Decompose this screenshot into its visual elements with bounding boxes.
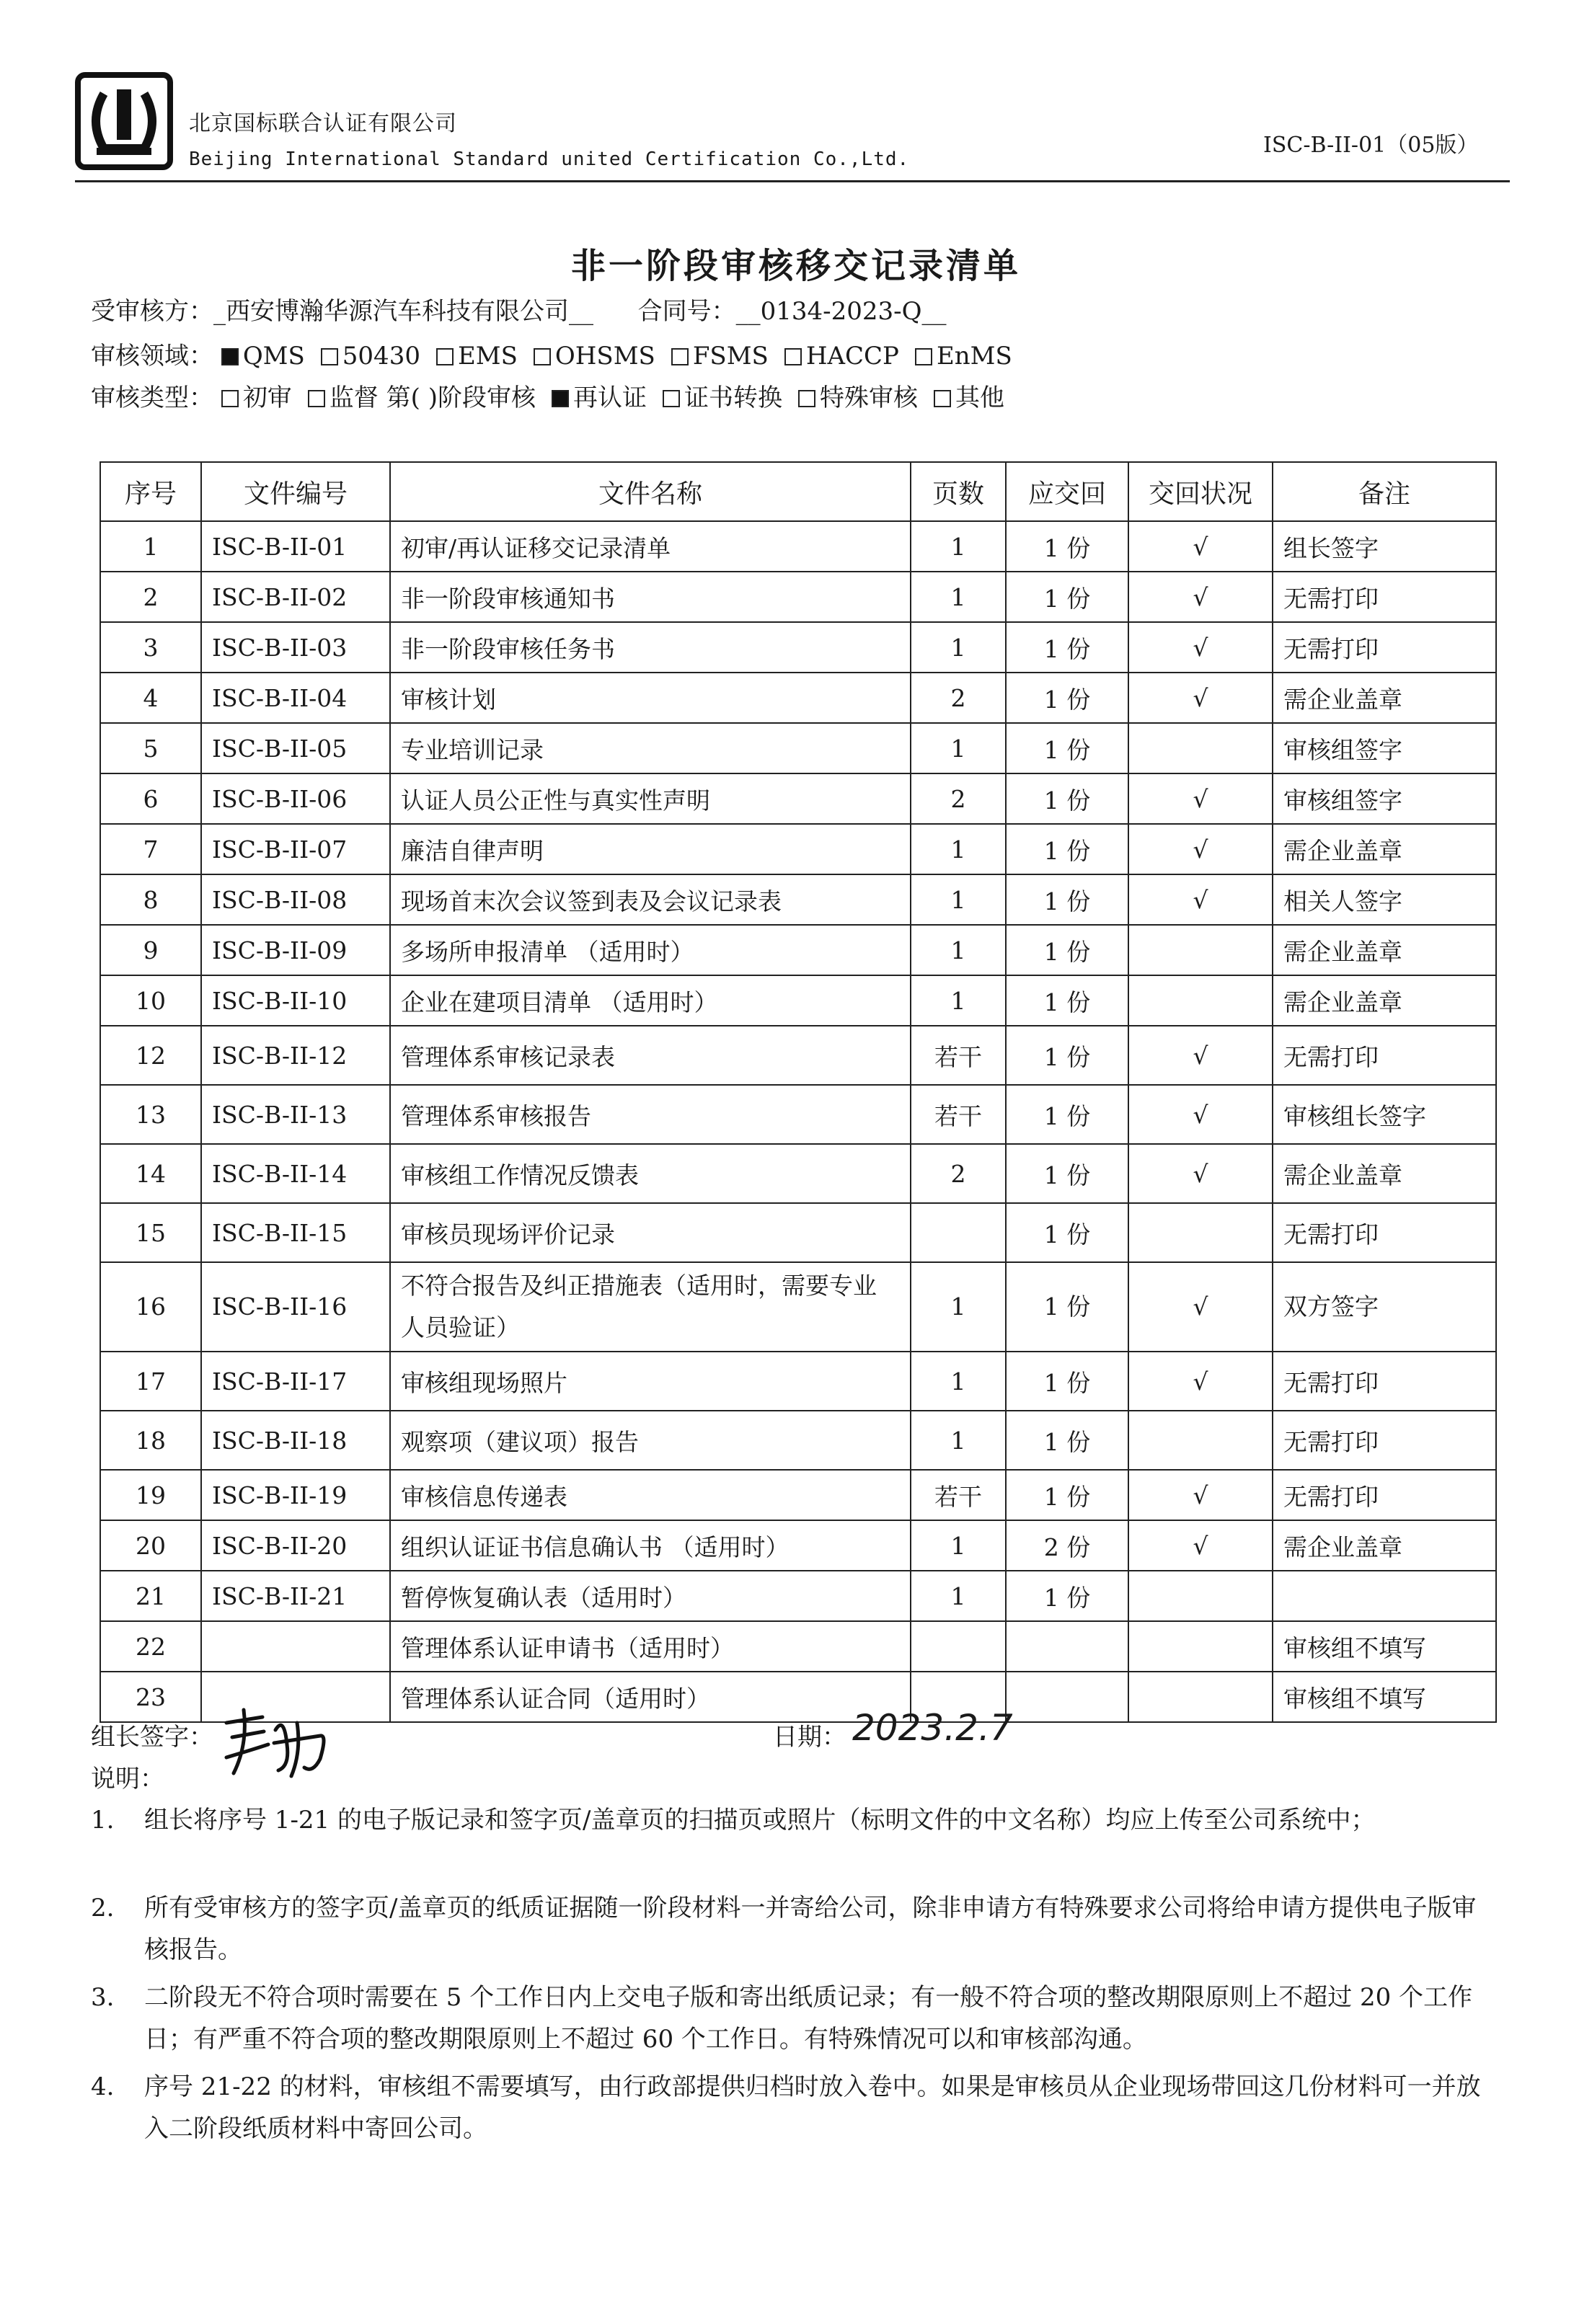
col-header-remark: 备注 xyxy=(1273,462,1496,521)
note-item-4 xyxy=(91,2066,1497,2150)
cell-code: ISC-B-II-02 xyxy=(201,572,390,622)
option-label: 初审 xyxy=(242,383,292,412)
table-header-row xyxy=(100,462,1496,521)
cell-no: 17 xyxy=(100,1352,201,1411)
cell-code: ISC-B-II-21 xyxy=(201,1571,390,1621)
cell-code xyxy=(201,1621,390,1672)
cell-name: 认证人员公正性与真实性声明 xyxy=(390,773,911,824)
cell-qty: 1 份 xyxy=(1006,1144,1128,1203)
cell-remark: 无需打印 xyxy=(1273,1026,1496,1085)
option-label: HACCP xyxy=(805,342,899,371)
col-header-code: 文件编号 xyxy=(201,462,390,521)
cell-name: 非一阶段审核任务书 xyxy=(390,622,911,673)
cell-no: 3 xyxy=(100,622,201,673)
cell-status: √ xyxy=(1128,1144,1273,1203)
cell-qty: 1 份 xyxy=(1006,1026,1128,1085)
cell-no: 12 xyxy=(100,1026,201,1085)
cell-code: ISC-B-II-12 xyxy=(201,1026,390,1085)
cell-remark: 需企业盖章 xyxy=(1273,1144,1496,1203)
cell-no: 7 xyxy=(100,824,201,874)
cell-pages: 1 xyxy=(911,723,1006,773)
cell-remark: 无需打印 xyxy=(1273,1203,1496,1262)
cell-qty: 1 份 xyxy=(1006,925,1128,975)
cell-code: ISC-B-II-09 xyxy=(201,925,390,975)
cell-pages: 1 xyxy=(911,572,1006,622)
company-name-cn: 北京国标联合认证有限公司 xyxy=(189,111,457,136)
cell-name: 专业培训记录 xyxy=(390,723,911,773)
cell-pages: 1 xyxy=(911,925,1006,975)
cell-status: √ xyxy=(1128,1262,1273,1352)
cell-remark: 审核组不填写 xyxy=(1273,1672,1496,1722)
cell-qty: 1 份 xyxy=(1006,975,1128,1026)
contract-label: 合同号： xyxy=(637,297,736,326)
cell-qty: 1 份 xyxy=(1006,622,1128,673)
option-label: QMS xyxy=(242,342,305,371)
auditee-value: _西安博瀚华源汽车科技有限公司__ xyxy=(213,297,593,326)
unchecked-box-icon xyxy=(784,348,802,365)
type-option xyxy=(221,383,292,412)
cell-no: 13 xyxy=(100,1085,201,1144)
cell-remark: 需企业盖章 xyxy=(1273,1520,1496,1571)
cell-name: 审核计划 xyxy=(390,673,911,723)
date-label: 日期： xyxy=(773,1723,846,1752)
domain-option xyxy=(221,342,305,371)
cell-code: ISC-B-II-18 xyxy=(201,1411,390,1470)
cell-no: 4 xyxy=(100,673,201,723)
note-number: 3. xyxy=(91,1983,115,2012)
cell-remark: 需企业盖章 xyxy=(1273,975,1496,1026)
cell-status xyxy=(1128,925,1273,975)
cell-qty: 1 份 xyxy=(1006,1571,1128,1621)
table-row xyxy=(100,1411,1496,1470)
col-header-name: 文件名称 xyxy=(390,462,911,521)
domain-label: 审核领域： xyxy=(91,342,213,371)
cell-pages: 1 xyxy=(911,1411,1006,1470)
cell-code: ISC-B-II-04 xyxy=(201,673,390,723)
cell-qty: 1 份 xyxy=(1006,1411,1128,1470)
cell-no: 9 xyxy=(100,925,201,975)
cell-name: 廉洁自律声明 xyxy=(390,824,911,874)
cell-status: √ xyxy=(1128,874,1273,925)
type-option xyxy=(308,383,536,412)
cell-status: √ xyxy=(1128,773,1273,824)
cell-code: ISC-B-II-16 xyxy=(201,1262,390,1352)
table-row xyxy=(100,874,1496,925)
option-label: 证书转换 xyxy=(684,383,782,412)
leader-signature-label: 组长签字： xyxy=(91,1723,213,1752)
cell-status xyxy=(1128,975,1273,1026)
table-row xyxy=(100,1352,1496,1411)
cell-qty: 1 份 xyxy=(1006,673,1128,723)
cell-code: ISC-B-II-19 xyxy=(201,1470,390,1520)
unchecked-box-icon xyxy=(663,390,680,407)
cell-name: 观察项（建议项）报告 xyxy=(390,1411,911,1470)
cell-status: √ xyxy=(1128,1352,1273,1411)
cell-pages: 1 xyxy=(911,1520,1006,1571)
cell-remark: 需企业盖章 xyxy=(1273,673,1496,723)
note-item-3 xyxy=(91,1977,1497,2060)
cell-no: 21 xyxy=(100,1571,201,1621)
col-header-pages: 页数 xyxy=(911,462,1006,521)
cell-remark: 无需打印 xyxy=(1273,1411,1496,1470)
header-divider xyxy=(75,180,1510,182)
cell-qty: 1 份 xyxy=(1006,1352,1128,1411)
cell-name: 不符合报告及纠正措施表（适用时，需要专业人员验证） xyxy=(390,1262,911,1352)
option-label: EnMS xyxy=(936,342,1012,371)
col-header-no: 序号 xyxy=(100,462,201,521)
table-row xyxy=(100,925,1496,975)
table-row xyxy=(100,773,1496,824)
cell-pages: 1 xyxy=(911,521,1006,572)
cell-pages: 若干 xyxy=(911,1085,1006,1144)
option-label: OHSMS xyxy=(554,342,655,371)
transfer-records-table xyxy=(100,461,1497,1723)
table-row xyxy=(100,521,1496,572)
cell-name: 管理体系审核报告 xyxy=(390,1085,911,1144)
type-option xyxy=(552,383,647,412)
type-label: 审核类型： xyxy=(91,383,213,412)
checked-box-icon xyxy=(552,390,569,407)
domain-option xyxy=(534,342,655,371)
cell-pages: 1 xyxy=(911,1352,1006,1411)
option-label: FSMS xyxy=(692,342,769,371)
cell-status: √ xyxy=(1128,824,1273,874)
unchecked-box-icon xyxy=(671,348,689,365)
cell-remark: 审核组不填写 xyxy=(1273,1621,1496,1672)
cell-remark: 双方签字 xyxy=(1273,1262,1496,1352)
cell-name: 企业在建项目清单 （适用时） xyxy=(390,975,911,1026)
cell-pages: 1 xyxy=(911,975,1006,1026)
cell-pages: 1 xyxy=(911,1571,1006,1621)
note-number: 1. xyxy=(91,1806,115,1835)
cell-status xyxy=(1128,1621,1273,1672)
cell-name: 审核员现场评价记录 xyxy=(390,1203,911,1262)
notes-label: 说明： xyxy=(91,1765,164,1793)
cell-remark: 审核组长签字 xyxy=(1273,1085,1496,1144)
company-name-en: Beijing International Standard united Certification Co.,Ltd. xyxy=(189,148,910,170)
domain-option xyxy=(784,342,899,371)
cell-status: √ xyxy=(1128,1470,1273,1520)
cell-no: 1 xyxy=(100,521,201,572)
cell-name: 审核组现场照片 xyxy=(390,1352,911,1411)
cell-no: 2 xyxy=(100,572,201,622)
table-row xyxy=(100,1144,1496,1203)
cell-name: 非一阶段审核通知书 xyxy=(390,572,911,622)
cell-qty: 2 份 xyxy=(1006,1520,1128,1571)
cell-qty: 1 份 xyxy=(1006,723,1128,773)
type-option xyxy=(798,383,918,412)
note-text: 二阶段无不符合项时需要在 5 个工作日内上交电子版和寄出纸质记录；有一般不符合项的整改期限原则上不超过 20 个工作日；有严重不符合项的整改期限原则上不超过 60 个工作日。有特殊情况可以和审核部沟通。 xyxy=(144,1983,1473,2054)
cell-remark: 审核组签字 xyxy=(1273,723,1496,773)
cell-status xyxy=(1128,1411,1273,1470)
cell-pages: 若干 xyxy=(911,1026,1006,1085)
handwritten-signature-icon xyxy=(212,1701,342,1780)
audit-domain-line xyxy=(91,336,1028,371)
option-label: EMS xyxy=(457,342,518,371)
cell-status: √ xyxy=(1128,622,1273,673)
cell-name: 审核组工作情况反馈表 xyxy=(390,1144,911,1203)
unchecked-box-icon xyxy=(915,348,932,365)
cell-remark: 无需打印 xyxy=(1273,622,1496,673)
cell-remark: 需企业盖章 xyxy=(1273,925,1496,975)
cell-qty: 1 份 xyxy=(1006,824,1128,874)
cell-code: ISC-B-II-15 xyxy=(201,1203,390,1262)
table-row xyxy=(100,1262,1496,1352)
note-number: 2. xyxy=(91,1894,115,1922)
cell-remark: 无需打印 xyxy=(1273,572,1496,622)
document-code: ISC-B-II-01（05版） xyxy=(1263,133,1479,158)
cell-no: 20 xyxy=(100,1520,201,1571)
option-label: 特殊审核 xyxy=(819,383,918,412)
table-row xyxy=(100,824,1496,874)
cell-code: ISC-B-II-01 xyxy=(201,521,390,572)
type-option xyxy=(934,383,1004,412)
cell-no: 5 xyxy=(100,723,201,773)
cell-qty xyxy=(1006,1672,1128,1722)
note-text: 组长将序号 1-21 的电子版记录和签字页/盖章页的扫描页或照片（标明文件的中文名称）均应上传至公司系统中； xyxy=(144,1806,1376,1835)
unchecked-box-icon xyxy=(436,348,454,365)
note-number: 4. xyxy=(91,2072,115,2101)
cell-pages: 1 xyxy=(911,824,1006,874)
cell-pages: 1 xyxy=(911,1262,1006,1352)
cell-pages xyxy=(911,1621,1006,1672)
cell-status xyxy=(1128,723,1273,773)
cell-remark xyxy=(1273,1571,1496,1621)
cell-code: ISC-B-II-08 xyxy=(201,874,390,925)
unchecked-box-icon xyxy=(798,390,815,407)
cell-qty: 1 份 xyxy=(1006,773,1128,824)
cell-remark: 需企业盖章 xyxy=(1273,824,1496,874)
col-header-status: 交回状况 xyxy=(1128,462,1273,521)
cell-code: ISC-B-II-20 xyxy=(201,1520,390,1571)
cell-pages: 若干 xyxy=(911,1470,1006,1520)
note-item-1 xyxy=(91,1799,1497,1841)
domain-option xyxy=(436,342,518,371)
table-row xyxy=(100,1026,1496,1085)
cell-code: ISC-B-II-06 xyxy=(201,773,390,824)
auditee-line xyxy=(91,291,947,327)
cell-status: √ xyxy=(1128,1085,1273,1144)
note-text: 所有受审核方的签字页/盖章页的纸质证据随一阶段材料一并寄给公司，除非申请方有特殊要求公司将给申请方提供电子版审核报告。 xyxy=(144,1894,1477,1964)
cell-status xyxy=(1128,1571,1273,1621)
domain-options xyxy=(221,342,1028,371)
table-row xyxy=(100,723,1496,773)
unchecked-box-icon xyxy=(321,348,338,365)
cell-name: 初审/再认证移交记录清单 xyxy=(390,521,911,572)
company-logo-icon xyxy=(75,72,173,170)
checked-box-icon xyxy=(221,348,239,365)
audit-type-line xyxy=(91,378,1020,413)
option-label: 其他 xyxy=(955,383,1004,412)
table-row xyxy=(100,622,1496,673)
unchecked-box-icon xyxy=(934,390,951,407)
cell-no: 10 xyxy=(100,975,201,1026)
table-row xyxy=(100,673,1496,723)
cell-pages: 2 xyxy=(911,773,1006,824)
unchecked-box-icon xyxy=(308,390,325,407)
domain-option xyxy=(671,342,769,371)
cell-code: ISC-B-II-13 xyxy=(201,1085,390,1144)
cell-name: 管理体系审核记录表 xyxy=(390,1026,911,1085)
cell-qty: 1 份 xyxy=(1006,1203,1128,1262)
cell-status: √ xyxy=(1128,572,1273,622)
date-value: 2023.2.7 xyxy=(852,1707,1013,1749)
cell-status: √ xyxy=(1128,673,1273,723)
note-text: 序号 21-22 的材料，审核组不需要填写，由行政部提供归档时放入卷中。如果是审核员从企业现场带回这几份材料可一并放入二阶段纸质材料中寄回公司。 xyxy=(144,2072,1481,2143)
cell-name: 管理体系认证合同（适用时） xyxy=(390,1672,911,1722)
cell-remark: 组长签字 xyxy=(1273,521,1496,572)
cell-name: 审核信息传递表 xyxy=(390,1470,911,1520)
cell-status xyxy=(1128,1203,1273,1262)
unchecked-box-icon xyxy=(534,348,551,365)
cell-qty: 1 份 xyxy=(1006,1085,1128,1144)
cell-status: √ xyxy=(1128,1520,1273,1571)
cell-no: 14 xyxy=(100,1144,201,1203)
cell-name: 多场所申报清单 （适用时） xyxy=(390,925,911,975)
cell-remark: 审核组签字 xyxy=(1273,773,1496,824)
cell-status: √ xyxy=(1128,521,1273,572)
cell-no: 22 xyxy=(100,1621,201,1672)
table-row xyxy=(100,1621,1496,1672)
type-options xyxy=(221,383,1020,412)
table-row xyxy=(100,572,1496,622)
cell-status: √ xyxy=(1128,1026,1273,1085)
unchecked-box-icon xyxy=(221,390,239,407)
domain-option xyxy=(321,342,420,371)
cell-qty xyxy=(1006,1621,1128,1672)
cell-name: 现场首末次会议签到表及会议记录表 xyxy=(390,874,911,925)
option-label: 50430 xyxy=(342,342,420,371)
domain-option xyxy=(915,342,1012,371)
cell-pages: 2 xyxy=(911,1144,1006,1203)
cell-code: ISC-B-II-17 xyxy=(201,1352,390,1411)
option-label: 监督 第( )阶段审核 xyxy=(329,383,536,412)
cell-pages: 1 xyxy=(911,874,1006,925)
cell-no: 18 xyxy=(100,1411,201,1470)
cell-remark: 无需打印 xyxy=(1273,1470,1496,1520)
cell-no: 16 xyxy=(100,1262,201,1352)
cell-pages: 2 xyxy=(911,673,1006,723)
cell-pages xyxy=(911,1203,1006,1262)
cell-remark: 相关人签字 xyxy=(1273,874,1496,925)
option-label: 再认证 xyxy=(572,383,647,412)
cell-code: ISC-B-II-05 xyxy=(201,723,390,773)
table-row xyxy=(100,1203,1496,1262)
table-row xyxy=(100,975,1496,1026)
cell-status xyxy=(1128,1672,1273,1722)
cell-code: ISC-B-II-03 xyxy=(201,622,390,673)
cell-code: ISC-B-II-14 xyxy=(201,1144,390,1203)
cell-no: 15 xyxy=(100,1203,201,1262)
auditee-label: 受审核方： xyxy=(91,297,213,326)
cell-qty: 1 份 xyxy=(1006,521,1128,572)
cell-no: 23 xyxy=(100,1672,201,1722)
page-title: 非一阶段审核移交记录清单 xyxy=(570,246,1021,286)
table-row xyxy=(100,1571,1496,1621)
cell-no: 19 xyxy=(100,1470,201,1520)
cell-code: ISC-B-II-07 xyxy=(201,824,390,874)
table-row xyxy=(100,1085,1496,1144)
cell-qty: 1 份 xyxy=(1006,874,1128,925)
cell-pages: 1 xyxy=(911,622,1006,673)
contract-value: __0134-2023-Q__ xyxy=(735,297,947,326)
table-row xyxy=(100,1470,1496,1520)
cell-qty: 1 份 xyxy=(1006,1470,1128,1520)
cell-no: 8 xyxy=(100,874,201,925)
cell-code: ISC-B-II-10 xyxy=(201,975,390,1026)
type-option xyxy=(663,383,782,412)
col-header-qty: 应交回 xyxy=(1006,462,1128,521)
cell-name: 组织认证证书信息确认书 （适用时） xyxy=(390,1520,911,1571)
cell-name: 暂停恢复确认表（适用时） xyxy=(390,1571,911,1621)
cell-name: 管理体系认证申请书（适用时） xyxy=(390,1621,911,1672)
note-item-2 xyxy=(91,1887,1497,1971)
cell-qty: 1 份 xyxy=(1006,572,1128,622)
cell-remark: 无需打印 xyxy=(1273,1352,1496,1411)
cell-no: 6 xyxy=(100,773,201,824)
cell-qty: 1 份 xyxy=(1006,1262,1128,1352)
table-row xyxy=(100,1520,1496,1571)
